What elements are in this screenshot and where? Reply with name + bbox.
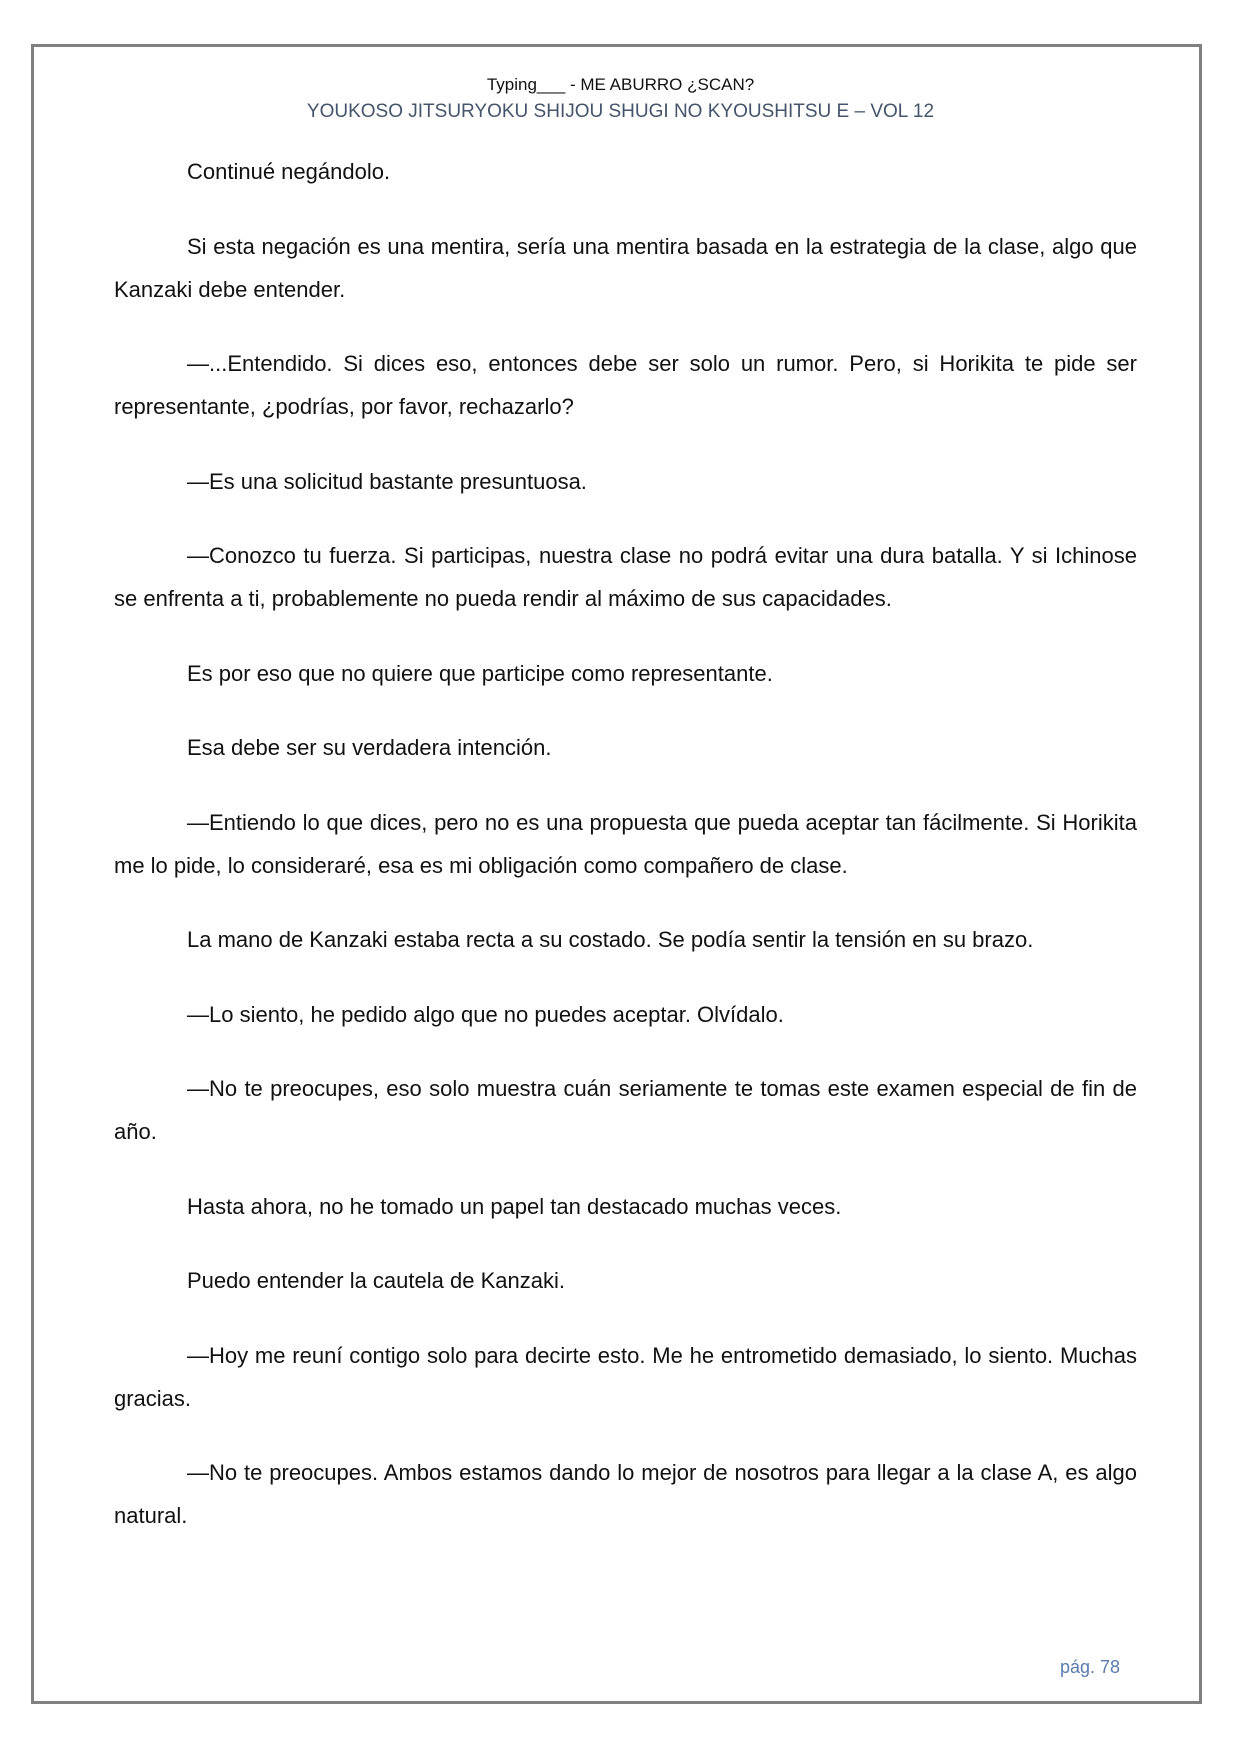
page-number: pág. 78 [1060, 1657, 1121, 1677]
paragraph: Esa debe ser su verdadera intención. [187, 735, 552, 760]
body-text [114, 150, 1137, 1569]
paragraph: —No te preocupes, eso solo muestra cuán seriamente te tomas este examen especial de fin de año. [114, 1076, 1137, 1144]
paragraph: —...Entendido. Si dices eso, entonces debe ser solo un rumor. Pero, si Horikita te pide ser representante, ¿podrías, por favor, rechazarlo? [114, 351, 1137, 419]
paragraph: —Conozco tu fuerza. Si participas, nuestra clase no podrá evitar una dura batalla. Y si Ichinose se enfrenta a ti, probablemente no pueda rendir al máximo de sus capacidades. [114, 543, 1137, 611]
paragraph: La mano de Kanzaki estaba recta a su costado. Se podía sentir la tensión en su brazo. [187, 927, 1034, 952]
paragraph: —No te preocupes. Ambos estamos dando lo mejor de nosotros para llegar a la clase A, es algo natural. [114, 1460, 1137, 1528]
paragraph: —Hoy me reuní contigo solo para decirte esto. Me he entrometido demasiado, lo siento. Muchas gracias. [114, 1342, 1137, 1411]
header-credit: Typing___ - ME ABURRO ¿SCAN? [486, 75, 755, 94]
paragraph: Continué negándolo. [187, 159, 391, 184]
paragraph: —Lo siento, he pedido algo que no puedes aceptar. Olvídalo. [187, 1001, 784, 1027]
header-title: YOUKOSO JITSURYOKU SHIJOU SHUGI NO KYOUSHITSU E – VOL 12 [306, 101, 935, 122]
paragraph: Si esta negación es una mentira, sería una mentira basada en la estrategia de la clase, algo que Kanzaki debe entender. [114, 233, 1137, 302]
paragraph: Es por eso que no quiere que participe como representante. [187, 660, 773, 686]
paragraph: —Es una solicitud bastante presuntuosa. [187, 468, 587, 494]
paragraph: Hasta ahora, no he tomado un papel tan destacado muchas veces. [187, 1193, 842, 1219]
paragraph: —Entiendo lo que dices, pero no es una propuesta que pueda aceptar tan fácilmente. Si Horikita me lo pide, lo consideraré, esa es mi obligación como compañero de clase. [114, 809, 1137, 878]
paragraph: Puedo entender la cautela de Kanzaki. [187, 1268, 565, 1293]
